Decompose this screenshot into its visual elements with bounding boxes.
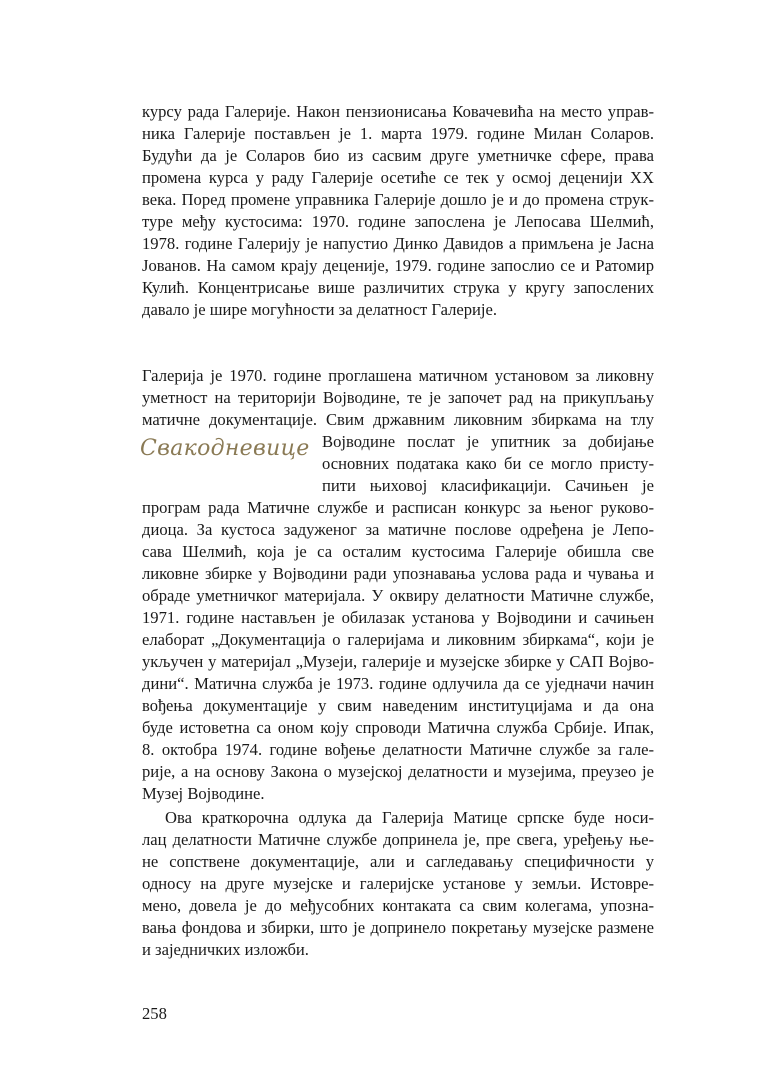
text-line: Галерија је 1970. године проглашена матичном установом за ликовну: [142, 366, 654, 385]
text-line: века. Поред промене управника Галерије дошло је и до промена струк-: [142, 190, 654, 209]
text-line: програм рада Матичне службе и расписан конкурс за њеног руково-: [142, 498, 654, 517]
text-line: Војводине послат је упитник за добијање: [322, 432, 654, 451]
text-line: Кулић. Концентрисање више различитих струка у кругу запослених: [142, 278, 654, 297]
text-line: ликовне збирке у Војводини ради упознавања услова рада и чувања и: [142, 564, 654, 583]
text-line: и заједничких изложби.: [142, 940, 309, 959]
text-line: 1978. године Галерију је напустио Динко Давидов а примљена је Јасна: [142, 234, 654, 253]
text-line: дини“. Матична служба је 1973. године одлучила да се уједначи начин: [142, 674, 654, 693]
text-line: рије, а на основу Закона о музејској делатности и музејима, преузео је: [142, 762, 654, 781]
text-line: ника Галерије постављен је 1. марта 1979. године Милан Соларов.: [142, 124, 654, 143]
text-line: пити њиховој класификацији. Сачињен је: [322, 476, 654, 495]
text-line: мено, довела је до међусобних контаката са свим колегама, упозна-: [142, 896, 654, 915]
text-line: вођења документације у свим наведеним институцијама и да она: [142, 696, 654, 715]
text-line: туре међу кустосима: 1970. године запослена је Лепосава Шелмић,: [142, 212, 654, 231]
text-line: уметност на територији Војводине, те је започет рад на прикупљању: [142, 388, 654, 407]
text-line: Јованов. На самом крају деценије, 1979. године запослио се и Ратомир: [142, 256, 654, 275]
text-line: промена курса у раду Галерије осетиће се тек у осмој деценији XX: [142, 168, 654, 187]
text-line: основних података како би се могло присту-: [322, 454, 654, 473]
text-line: укључен у материјал „Музеји, галерије и музејске збирке у САП Војво-: [142, 652, 654, 671]
section-heading: Свакодневице: [140, 436, 310, 461]
text-line: лац делатности Матичне службе допринела је, пре свега, уређењу ње-: [142, 830, 654, 849]
text-line: давало је шире могућности за делатност Галерије.: [142, 300, 498, 319]
text-line: буде истоветна са оном коју спроводи Матична служба Србије. Ипак,: [142, 718, 654, 737]
text-line: односу на друге музејске и галеријске установе у земљи. Истовре-: [142, 874, 654, 893]
text-line: 8. октобра 1974. године вођење делатности Матичне службе за гале-: [142, 740, 654, 759]
text-line: Музеј Војводине.: [142, 784, 265, 803]
text-line: курсу рада Галерије. Након пензионисања Ковачевића на место управ-: [142, 102, 654, 121]
page-number: 258: [142, 1004, 167, 1023]
text-line: Ова краткорочна одлука да Галерија Матице српске буде носи-: [165, 808, 654, 827]
text-line: 1971. године настављен је обилазак установа у Војводини и сачињен: [142, 608, 654, 627]
text-line: елаборат „Документација о галеријама и ликовним збиркама“, који је: [142, 630, 654, 649]
text-line: не сопствене документације, али и сагледавању специфичности у: [142, 852, 654, 871]
text-line: вања фондова и збирки, што је допринело покретању музејске размене: [142, 918, 654, 937]
text-line: Будући да је Соларов био из сасвим друге уметничке сфере, права: [142, 146, 654, 165]
text-line: диоца. За кустоса задуженог за матичне послове одређена је Лепо-: [142, 520, 654, 539]
text-line: сава Шелмић, која је са осталим кустосима Галерије обишла све: [142, 542, 654, 561]
text-line: обраде уметничког материјала. У оквиру делатности Матичне службе,: [142, 586, 654, 605]
text-line: матичне документације. Свим државним ликовним збиркама на тлу: [142, 410, 654, 429]
